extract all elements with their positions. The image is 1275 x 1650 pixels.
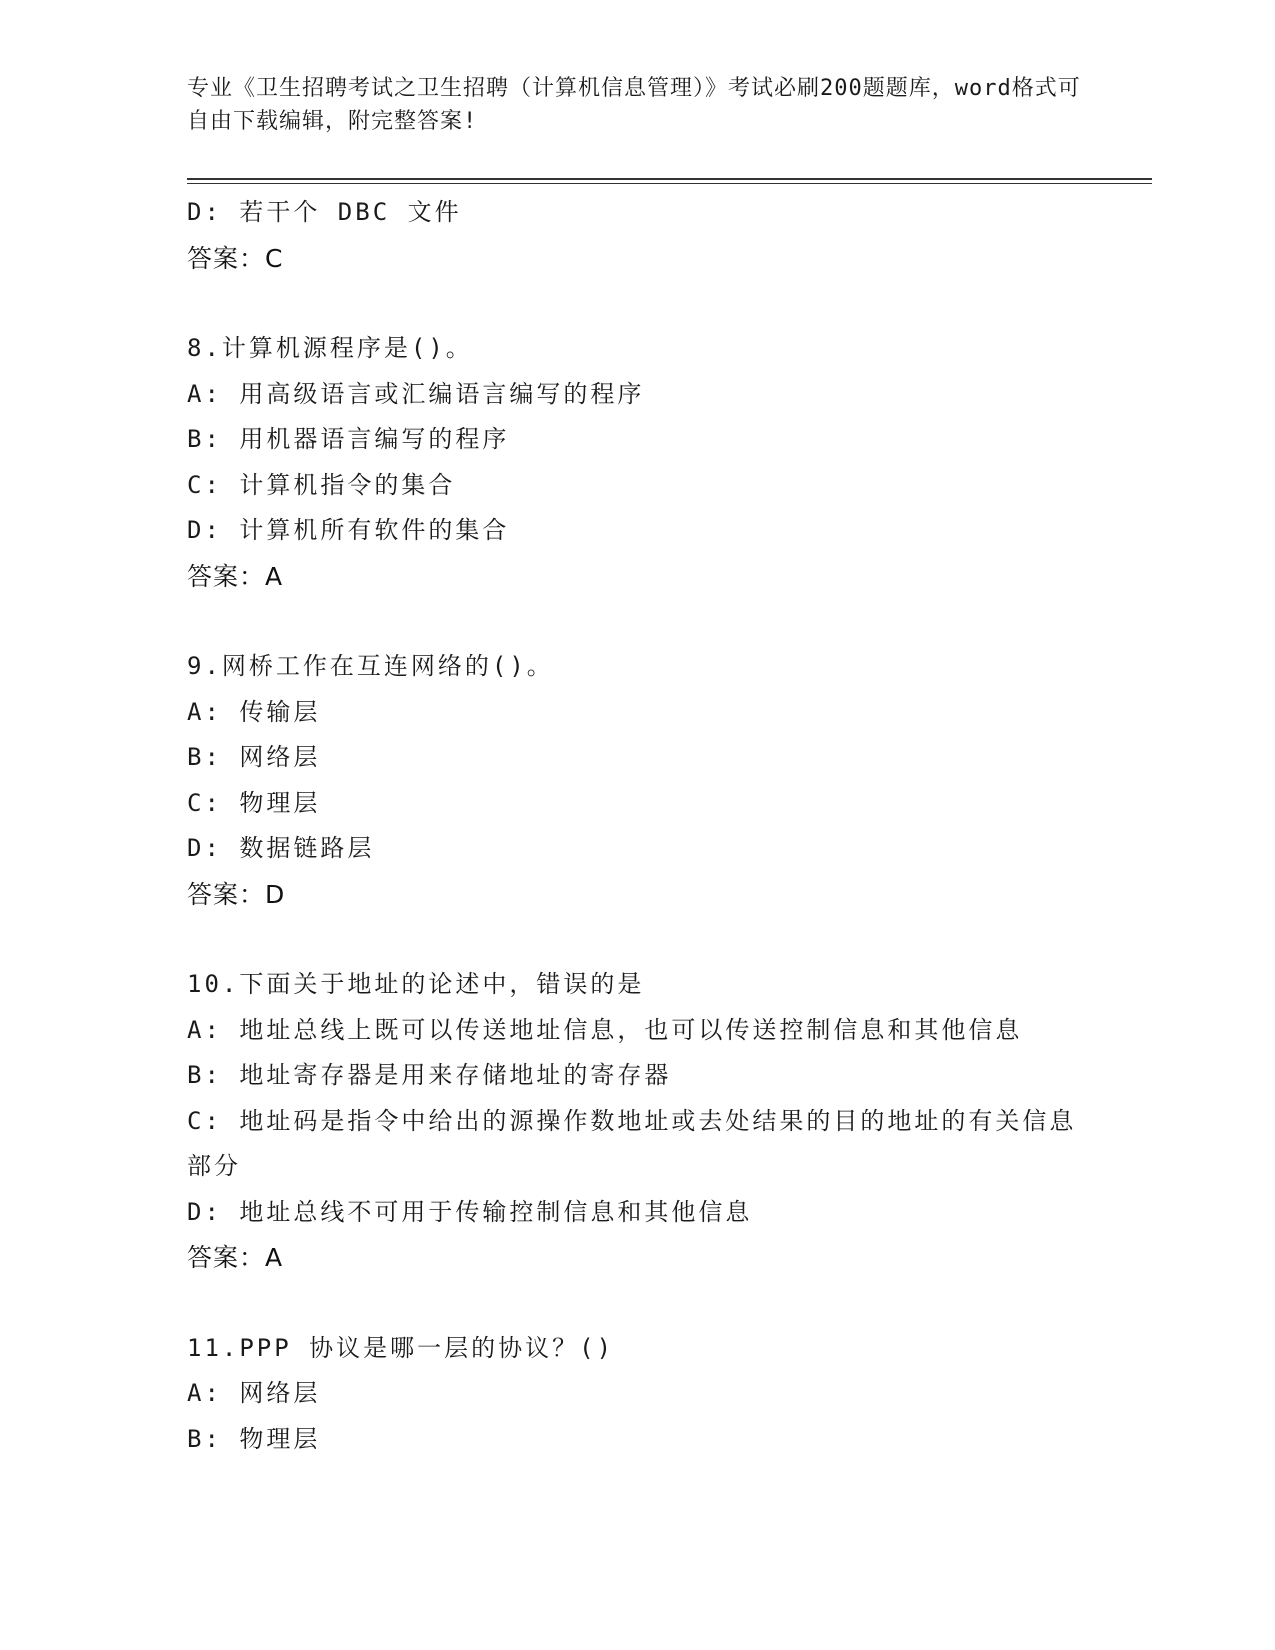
answer-line: 答案：A	[187, 1243, 284, 1272]
question-10	[187, 962, 1087, 1281]
option-a: A: 用高级语言或汇编语言编写的程序	[187, 379, 645, 408]
option-d: D: 计算机所有软件的集合	[187, 516, 510, 544]
question-list	[187, 190, 1087, 1462]
question-11	[187, 1326, 1087, 1463]
question-fragment	[187, 190, 1087, 281]
question-9	[187, 644, 1087, 917]
option-b: B: 地址寄存器是用来存储地址的寄存器	[187, 1061, 672, 1089]
option-c: C: 计算机指令的集合	[187, 470, 456, 499]
option-b: B: 网络层	[187, 743, 321, 771]
question-stem: 9.网桥工作在互连网络的()。	[187, 652, 554, 680]
option-d: D: 地址总线不可用于传输控制信息和其他信息	[187, 1197, 753, 1226]
header-divider	[187, 178, 1152, 184]
document-header-title: 专业《卫生招聘考试之卫生招聘（计算机信息管理）》考试必刷200题题库，word格式可自由下载编辑，附完整答案!	[187, 76, 1081, 134]
answer-line: 答案：C	[187, 243, 284, 273]
option-b: B: 物理层	[187, 1424, 321, 1453]
question-8	[187, 326, 1087, 599]
option-b: B: 用机器语言编写的程序	[187, 425, 510, 453]
question-stem: 10.下面关于地址的论述中，错误的是	[187, 970, 645, 998]
answer-line: 答案：A	[187, 561, 284, 591]
option-a: A: 传输层	[187, 697, 321, 726]
option-c: C: 地址码是指令中给出的源操作数地址或去处结果的目的地址的有关信息部分	[187, 1106, 1077, 1180]
answer-line: 答案：D	[187, 879, 286, 909]
question-stem: 8.计算机源程序是()。	[187, 334, 473, 362]
question-stem: 11.PPP 协议是哪一层的协议？()	[187, 1333, 615, 1362]
option-d: D: 若干个 DBC 文件	[187, 198, 462, 226]
option-c: C: 物理层	[187, 788, 321, 817]
option-a: A: 网络层	[187, 1379, 321, 1407]
option-a: A: 地址总线上既可以传送地址信息，也可以传送控制信息和其他信息	[187, 1015, 1023, 1044]
option-d: D: 数据链路层	[187, 834, 375, 862]
